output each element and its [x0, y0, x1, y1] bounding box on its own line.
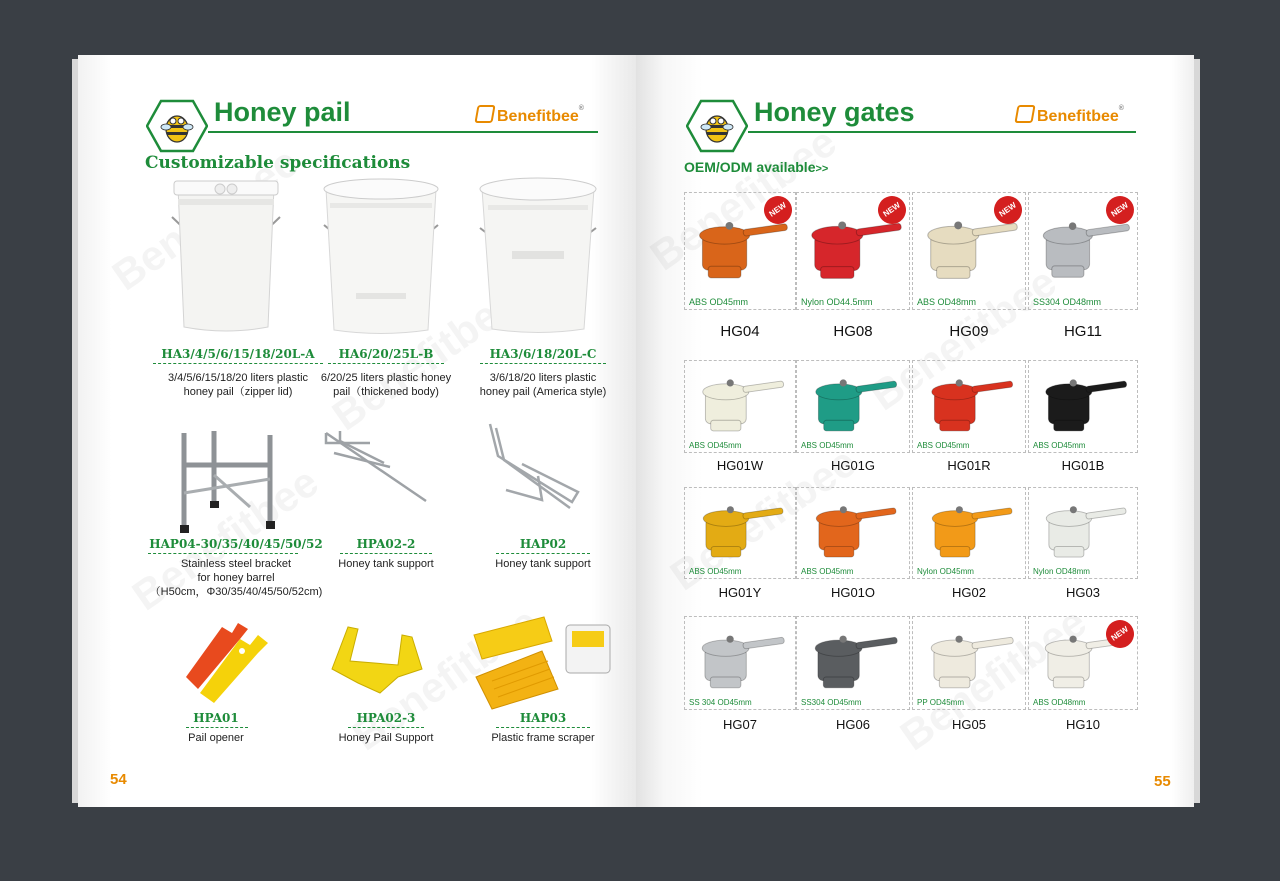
section-subtitle — [684, 159, 828, 175]
gate-code: HG01G — [830, 458, 876, 473]
subtitle-text: OEM/ODM available — [684, 159, 816, 175]
product-desc-line1: Pail opener — [188, 732, 244, 744]
brand-name: Benefitbee — [1037, 108, 1119, 125]
gate-code: HG01Y — [718, 585, 762, 600]
product-desc-line1: Stainless steel bracket — [180, 558, 292, 570]
gate-spec: ABS OD45mm — [801, 567, 854, 576]
honey-gate-card — [796, 616, 910, 710]
honey-gate-image — [799, 494, 907, 564]
plastic-frame-scraper-image — [468, 611, 618, 711]
pail-opener-image — [176, 615, 276, 705]
honey-gate-card — [912, 192, 1026, 310]
code-underline — [186, 727, 248, 728]
code-underline — [348, 727, 424, 728]
code-underline — [480, 363, 606, 364]
brand-logo: Benefitbee® — [1016, 105, 1124, 126]
product-desc-line1: 3/6/18/20 liters plastic — [489, 372, 597, 384]
gate-spec: ABS OD48mm — [917, 297, 977, 307]
code-underline — [153, 363, 323, 364]
product-desc-line1: Honey tank support — [338, 558, 434, 570]
honey-pail-b-image — [316, 175, 446, 340]
honey-pail-c-image — [474, 173, 602, 338]
page-edge — [72, 59, 78, 803]
code-underline — [328, 363, 444, 364]
gate-spec: ABS OD45mm — [689, 297, 749, 307]
brand-icon — [474, 105, 495, 123]
honey-gate-card — [1028, 192, 1138, 310]
product-desc-line1: Honey Pail Support — [338, 732, 434, 744]
product-code: HPA02-3 — [356, 711, 416, 725]
honey-gate-image — [687, 494, 793, 564]
product-desc-line1: 3/4/5/6/15/18/20 liters plastic — [167, 372, 309, 384]
honey-gate-card — [684, 192, 796, 310]
gate-spec: SS304 OD45mm — [801, 698, 862, 707]
gate-code: HG01W — [716, 458, 764, 473]
section-subtitle: Customizable specifications — [145, 153, 411, 173]
brand-name: Benefitbee — [497, 108, 579, 125]
gate-spec: ABS OD48mm — [1033, 698, 1086, 707]
honey-gate-card — [912, 616, 1026, 710]
page-number: 54 — [110, 771, 127, 788]
bee-mascot-logo — [146, 99, 208, 153]
code-underline — [496, 553, 590, 554]
product-code: HPA01 — [193, 711, 239, 725]
honey-gate-image — [1031, 494, 1135, 564]
gate-code: HG07 — [723, 717, 757, 732]
gate-code: HG05 — [952, 717, 986, 732]
honey-gate-image — [687, 623, 793, 695]
gate-spec: Nylon OD48mm — [1033, 567, 1090, 576]
honey-gate-image — [915, 367, 1023, 438]
subtitle-arrow: >> — [815, 163, 829, 175]
new-badge: NEW — [1101, 191, 1140, 230]
gate-spec: ABS OD45mm — [917, 441, 970, 450]
new-badge: NEW — [873, 191, 912, 230]
honey-gate-card — [1028, 360, 1138, 453]
new-badge: NEW — [989, 191, 1028, 230]
product-code: HAP02 — [519, 537, 567, 551]
honey-gate-card — [1028, 616, 1138, 710]
code-underline — [340, 553, 432, 554]
honey-pail-a-image — [166, 177, 286, 337]
gate-code: HG06 — [836, 717, 870, 732]
product-desc-line3: （H50cm，Φ30/35/40/45/50/52cm) — [149, 586, 323, 598]
product-code: HA6/20/25L-B — [338, 347, 434, 361]
gate-code: HG02 — [952, 585, 986, 600]
gate-spec: PP OD45mm — [917, 698, 964, 707]
gate-code: HG01B — [1061, 458, 1105, 473]
page-number: 55 — [1154, 773, 1171, 790]
new-badge: NEW — [759, 191, 798, 230]
new-badge: NEW — [1101, 615, 1140, 654]
gate-code: HG08 — [833, 323, 873, 340]
gate-spec: ABS OD45mm — [689, 441, 742, 450]
page-edge — [1194, 59, 1200, 803]
code-underline — [496, 727, 590, 728]
product-desc-line2: honey pail (America style) — [479, 386, 607, 398]
gate-code: HG10 — [1066, 717, 1100, 732]
title-underline — [208, 131, 598, 133]
product-desc-line1: Honey tank support — [495, 558, 591, 570]
honey-gate-card — [912, 487, 1026, 579]
gate-spec: ABS OD45mm — [801, 441, 854, 450]
product-code: HAP04-30/35/40/45/50/52 — [149, 537, 323, 551]
gate-spec: ABS OD45mm — [1033, 441, 1086, 450]
honey-gate-card — [684, 616, 796, 710]
honey-gate-image — [1031, 367, 1135, 438]
product-code: HPA02-2 — [356, 537, 416, 551]
product-code: HAP03 — [519, 711, 567, 725]
honey-gate-card — [684, 360, 796, 453]
product-desc-line1: Plastic frame scraper — [491, 732, 595, 744]
gate-spec: SS 304 OD45mm — [689, 698, 752, 707]
left-page — [78, 55, 636, 807]
right-page — [636, 55, 1194, 807]
honey-gate-card — [912, 360, 1026, 453]
product-code: HA3/4/5/6/15/18/20L-A — [161, 347, 315, 361]
product-desc-line2: for honey barrel — [197, 572, 275, 584]
brand-logo: Benefitbee® — [476, 105, 584, 126]
product-code: HA3/6/18/20L-C — [489, 347, 597, 361]
catalog-spread — [78, 55, 1194, 807]
tank-support-hpa02-2-image — [320, 427, 430, 507]
title-underline — [748, 131, 1136, 133]
gate-code: HG11 — [1063, 323, 1103, 340]
gate-code: HG09 — [949, 323, 989, 340]
honey-gate-image — [799, 623, 907, 695]
bee-mascot-logo — [686, 99, 748, 153]
product-desc-line2: pail（thickened body) — [333, 386, 439, 398]
brand-icon — [1014, 105, 1035, 123]
honey-gate-card — [684, 487, 796, 579]
gate-spec: Nylon OD44.5mm — [801, 297, 873, 307]
honey-gate-card — [796, 192, 910, 310]
honey-gate-card — [796, 487, 910, 579]
gate-spec: ABS OD45mm — [689, 567, 742, 576]
product-desc-line2: honey pail（zipper lid) — [183, 386, 293, 398]
code-underline — [148, 553, 298, 554]
honey-pail-support-image — [328, 621, 428, 701]
product-desc-line1: 6/20/25 liters plastic honey — [320, 372, 452, 384]
honey-gate-image — [915, 623, 1023, 695]
gate-spec: SS304 OD48mm — [1033, 297, 1102, 307]
gate-spec: Nylon OD45mm — [917, 567, 974, 576]
honey-gate-image — [799, 367, 907, 438]
page-title: Honey gates — [754, 97, 915, 127]
gate-code: HG01R — [947, 458, 991, 473]
honey-gate-card — [796, 360, 910, 453]
gate-code: HG01O — [830, 585, 876, 600]
steel-bracket-image — [170, 427, 282, 537]
honey-gate-image — [687, 367, 793, 438]
honey-gate-image — [915, 494, 1023, 564]
gate-code: HG03 — [1066, 585, 1100, 600]
honey-gate-card — [1028, 487, 1138, 579]
page-title: Honey pail — [214, 97, 351, 127]
gate-code: HG04 — [720, 323, 760, 340]
tank-support-hap02-image — [482, 420, 582, 515]
